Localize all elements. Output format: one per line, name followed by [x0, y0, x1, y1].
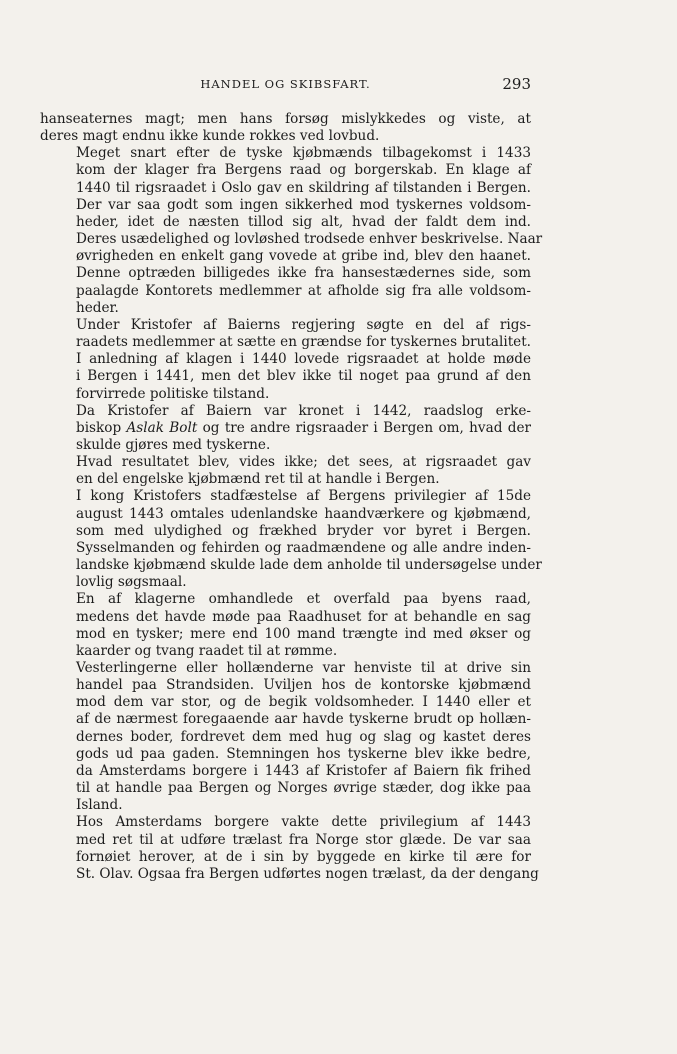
text-line: St. Olav. Ogsaa fra Bergen udførtes nogen trælast, da der dengang: [76, 865, 539, 882]
text-line: Deres usædelighed og lovløshed trodsede enhver beskrivelse. Naar: [76, 231, 543, 248]
text-line: kom der klager fra Bergens raad og borgerskab. En klage af: [76, 162, 531, 179]
text-line: deres magt endnu ikke kunde rokkes ved lovbud.: [40, 128, 380, 145]
running-title: HANDEL OG SKIBSFART.: [200, 77, 371, 91]
text-line: mod en tysker; mere end 100 mand trængte ind med økser og: [76, 625, 531, 642]
paragraph: [40, 814, 539, 883]
text-line: En af klagerne omhandlede et overfald paa byens raad,: [76, 591, 531, 608]
text-line: august 1443 omtales udenlandske haandværkere og kjøbmænd,: [76, 505, 531, 522]
text-line: hanseaternes magt; men hans forsøg mislykkedes og viste, at: [40, 111, 531, 127]
text-line: Der var saa godt som ingen sikkerhed mod tyskernes voldsom-: [76, 196, 531, 213]
text-line: lovlig søgsmaal.: [76, 574, 187, 591]
text-line: kaarder og tvang raadet til at rømme.: [76, 642, 338, 659]
text-line: Under Kristofer af Baierns regjering søgte en del af rigs-: [76, 316, 531, 333]
text-line: i Bergen i 1441, men det blev ikke til noget paa grund af den: [76, 368, 531, 385]
text-line: gods ud paa gaden. Stemningen hos tyskerne blev ikke bedre,: [76, 745, 531, 762]
text-line: skulde gjøres med tyskerne.: [76, 436, 271, 453]
text-line: da Amsterdams borgere i 1443 af Kristofer af Baiern fik frihed: [76, 762, 531, 779]
text-line: fornøiet herover, at de i sin by byggede en kirke til ære for: [76, 848, 531, 865]
text-line: landske kjøbmænd skulde lade dem anholde til undersøgelse under: [76, 557, 542, 574]
paragraph: [40, 317, 531, 403]
text-line: dernes boder, fordrevet dem med hug og slag og kastet deres: [76, 728, 531, 745]
text-line: Denne optræden billigedes ikke fra hansestædernes side, som: [76, 265, 531, 282]
text-line: med ret til at udføre trælast fra Norge stor glæde. De var saa: [76, 831, 531, 848]
text-line: som med ulydighed og frækhed bryder vor byret i Bergen.: [76, 522, 531, 539]
paragraph: [40, 111, 531, 145]
text-line: raadets medlemmer at sætte en grændse for tyskernes brutalitet.: [76, 334, 531, 351]
text-line: Island.: [76, 797, 123, 814]
paragraph: [40, 403, 531, 454]
text-line: heder.: [76, 299, 119, 316]
text-line: handel paa Strandsiden. Uviljen hos de kontorske kjøbmænd: [76, 677, 531, 694]
text-line: Sysselmanden og fehirden og raadmændene og alle andre inden-: [76, 539, 531, 556]
paragraph: [40, 454, 531, 488]
page-header: [40, 74, 531, 94]
text-line: øvrigheden en enkelt gang vovede at gribe ind, blev den haanet.: [76, 248, 531, 265]
text-line: Hvad resultatet blev, vides ikke; det sees, at rigsraadet gav: [76, 454, 531, 471]
text-line: til at handle paa Bergen og Norges øvrige stæder, dog ikke paa: [76, 780, 531, 797]
paragraph: [40, 488, 542, 591]
text-line: Meget snart efter de tyske kjøbmænds tilbagekomst i 1433: [76, 145, 531, 162]
text-line: mod dem var stor, og de begik voldsomheder. I 1440 eller et: [76, 694, 531, 711]
text-line: en del engelske kjøbmænd ret til at handle i Bergen.: [76, 471, 440, 488]
text-line: af de nærmest foregaaende aar havde tyskerne brudt op hollæn-: [76, 711, 531, 728]
text-line: Vesterlingerne eller hollænderne var henviste til at drive sin: [76, 660, 531, 676]
paragraph: [40, 145, 543, 317]
paragraph: [40, 660, 531, 814]
text-line: forvirrede politiske tilstand.: [76, 385, 270, 402]
page-number: 293: [502, 75, 531, 93]
paragraph: [40, 591, 531, 660]
text-line: I anledning af klagen i 1440 lovede rigsraadet at holde møde: [76, 351, 531, 368]
text-line: paalagde Kontorets medlemmer at afholde sig fra alle voldsom-: [76, 282, 531, 299]
text-line: Da Kristofer af Baiern var kronet i 1442, raadslog erke-: [76, 402, 531, 419]
text-line: medens det havde møde paa Raadhuset for at behandle en sag: [76, 608, 531, 625]
body-text: [40, 111, 543, 883]
text-line: I kong Kristofers stadfæstelse af Bergens privilegier af 15de: [76, 488, 531, 505]
text-line: heder, idet de næsten tillod sig alt, hvad der faldt dem ind.: [76, 213, 531, 230]
text-line: Hos Amsterdams borgere vakte dette privilegium af 1443: [76, 814, 531, 831]
text-line: 1440 til rigsraadet i Oslo gav en skildring af tilstanden i Bergen.: [76, 179, 531, 196]
text-line: biskop Aslak Bolt og tre andre rigsraader i Bergen om, hvad der: [76, 419, 531, 436]
